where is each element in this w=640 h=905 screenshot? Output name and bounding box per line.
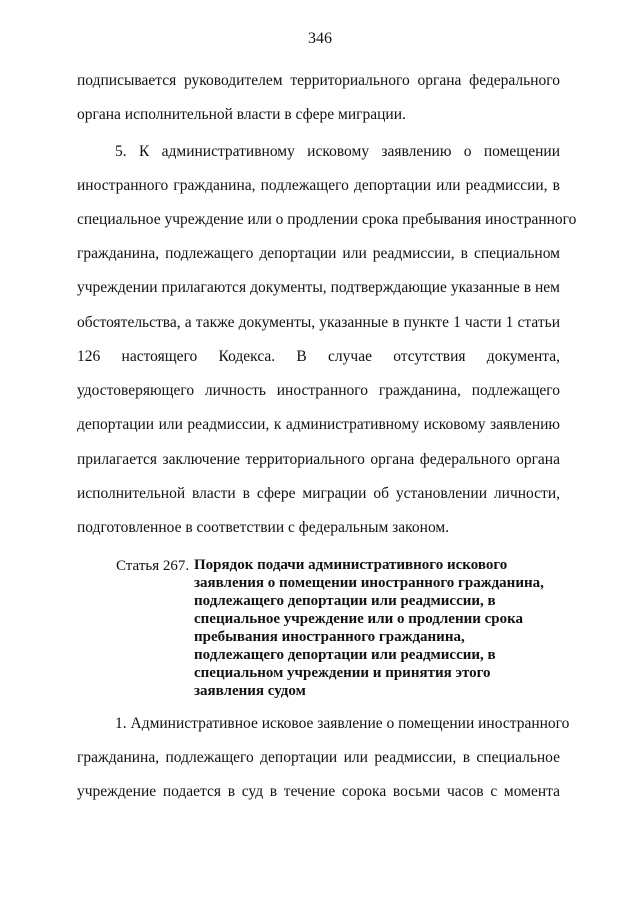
- article-title-line: заявления судом: [194, 683, 306, 699]
- body-text-line: прилагается заключение территориального органа федерального органа: [77, 451, 560, 468]
- article-title-line: заявления о помещении иностранного гражданина,: [194, 575, 544, 591]
- body-text-line: учреждении прилагаются документы, подтверждающие указанные в нем: [77, 279, 560, 296]
- body-text-line: 1. Административное исковое заявление о помещении иностранного: [115, 715, 570, 732]
- body-text-line: 5. К административному исковому заявлению о помещении: [115, 143, 560, 160]
- body-text-line: депортации или реадмиссии, к административному исковому заявлению: [77, 416, 560, 433]
- body-text-line: органа исполнительной власти в сфере миграции.: [77, 106, 406, 123]
- article-title-line: подлежащего депортации или реадмиссии, в: [194, 593, 496, 609]
- body-text-line: иностранного гражданина, подлежащего депортации или реадмиссии, в: [77, 177, 560, 194]
- body-text-line: гражданина, подлежащего депортации или реадмиссии, в специальное: [77, 749, 560, 766]
- body-text-line: 126 настоящего Кодекса. В случае отсутствия документа,: [77, 348, 560, 365]
- body-text-line: учреждение подается в суд в течение сорока восьми часов с момента: [77, 783, 560, 800]
- article-title-line: специальное учреждение или о продлении срока: [194, 611, 524, 627]
- body-text-line: гражданина, подлежащего депортации или реадмиссии, в специальном: [77, 245, 560, 262]
- body-text-line: специальное учреждение или о продлении срока пребывания иностранного: [77, 211, 577, 228]
- body-text-line: исполнительной власти в сфере миграции об установлении личности,: [77, 485, 560, 502]
- article-title-line: специальном учреждении и принятия этого: [194, 665, 491, 681]
- body-text-line: подписывается руководителем территориального органа федерального: [77, 72, 560, 89]
- article-label: Статья 267.: [116, 558, 190, 574]
- body-text-line: обстоятельства, а также документы, указанные в пункте 1 части 1 статьи: [77, 314, 560, 331]
- body-text-line: подготовленное в соответствии с федеральным законом.: [77, 519, 450, 536]
- body-text-line: удостоверяющего личность иностранного гражданина, подлежащего: [77, 382, 560, 399]
- article-title-line: пребывания иностранного гражданина,: [194, 629, 465, 645]
- page-number: 346: [308, 30, 332, 47]
- article-title-line: подлежащего депортации или реадмиссии, в: [194, 647, 496, 663]
- article-title-line: Порядок подачи административного искового: [194, 557, 508, 573]
